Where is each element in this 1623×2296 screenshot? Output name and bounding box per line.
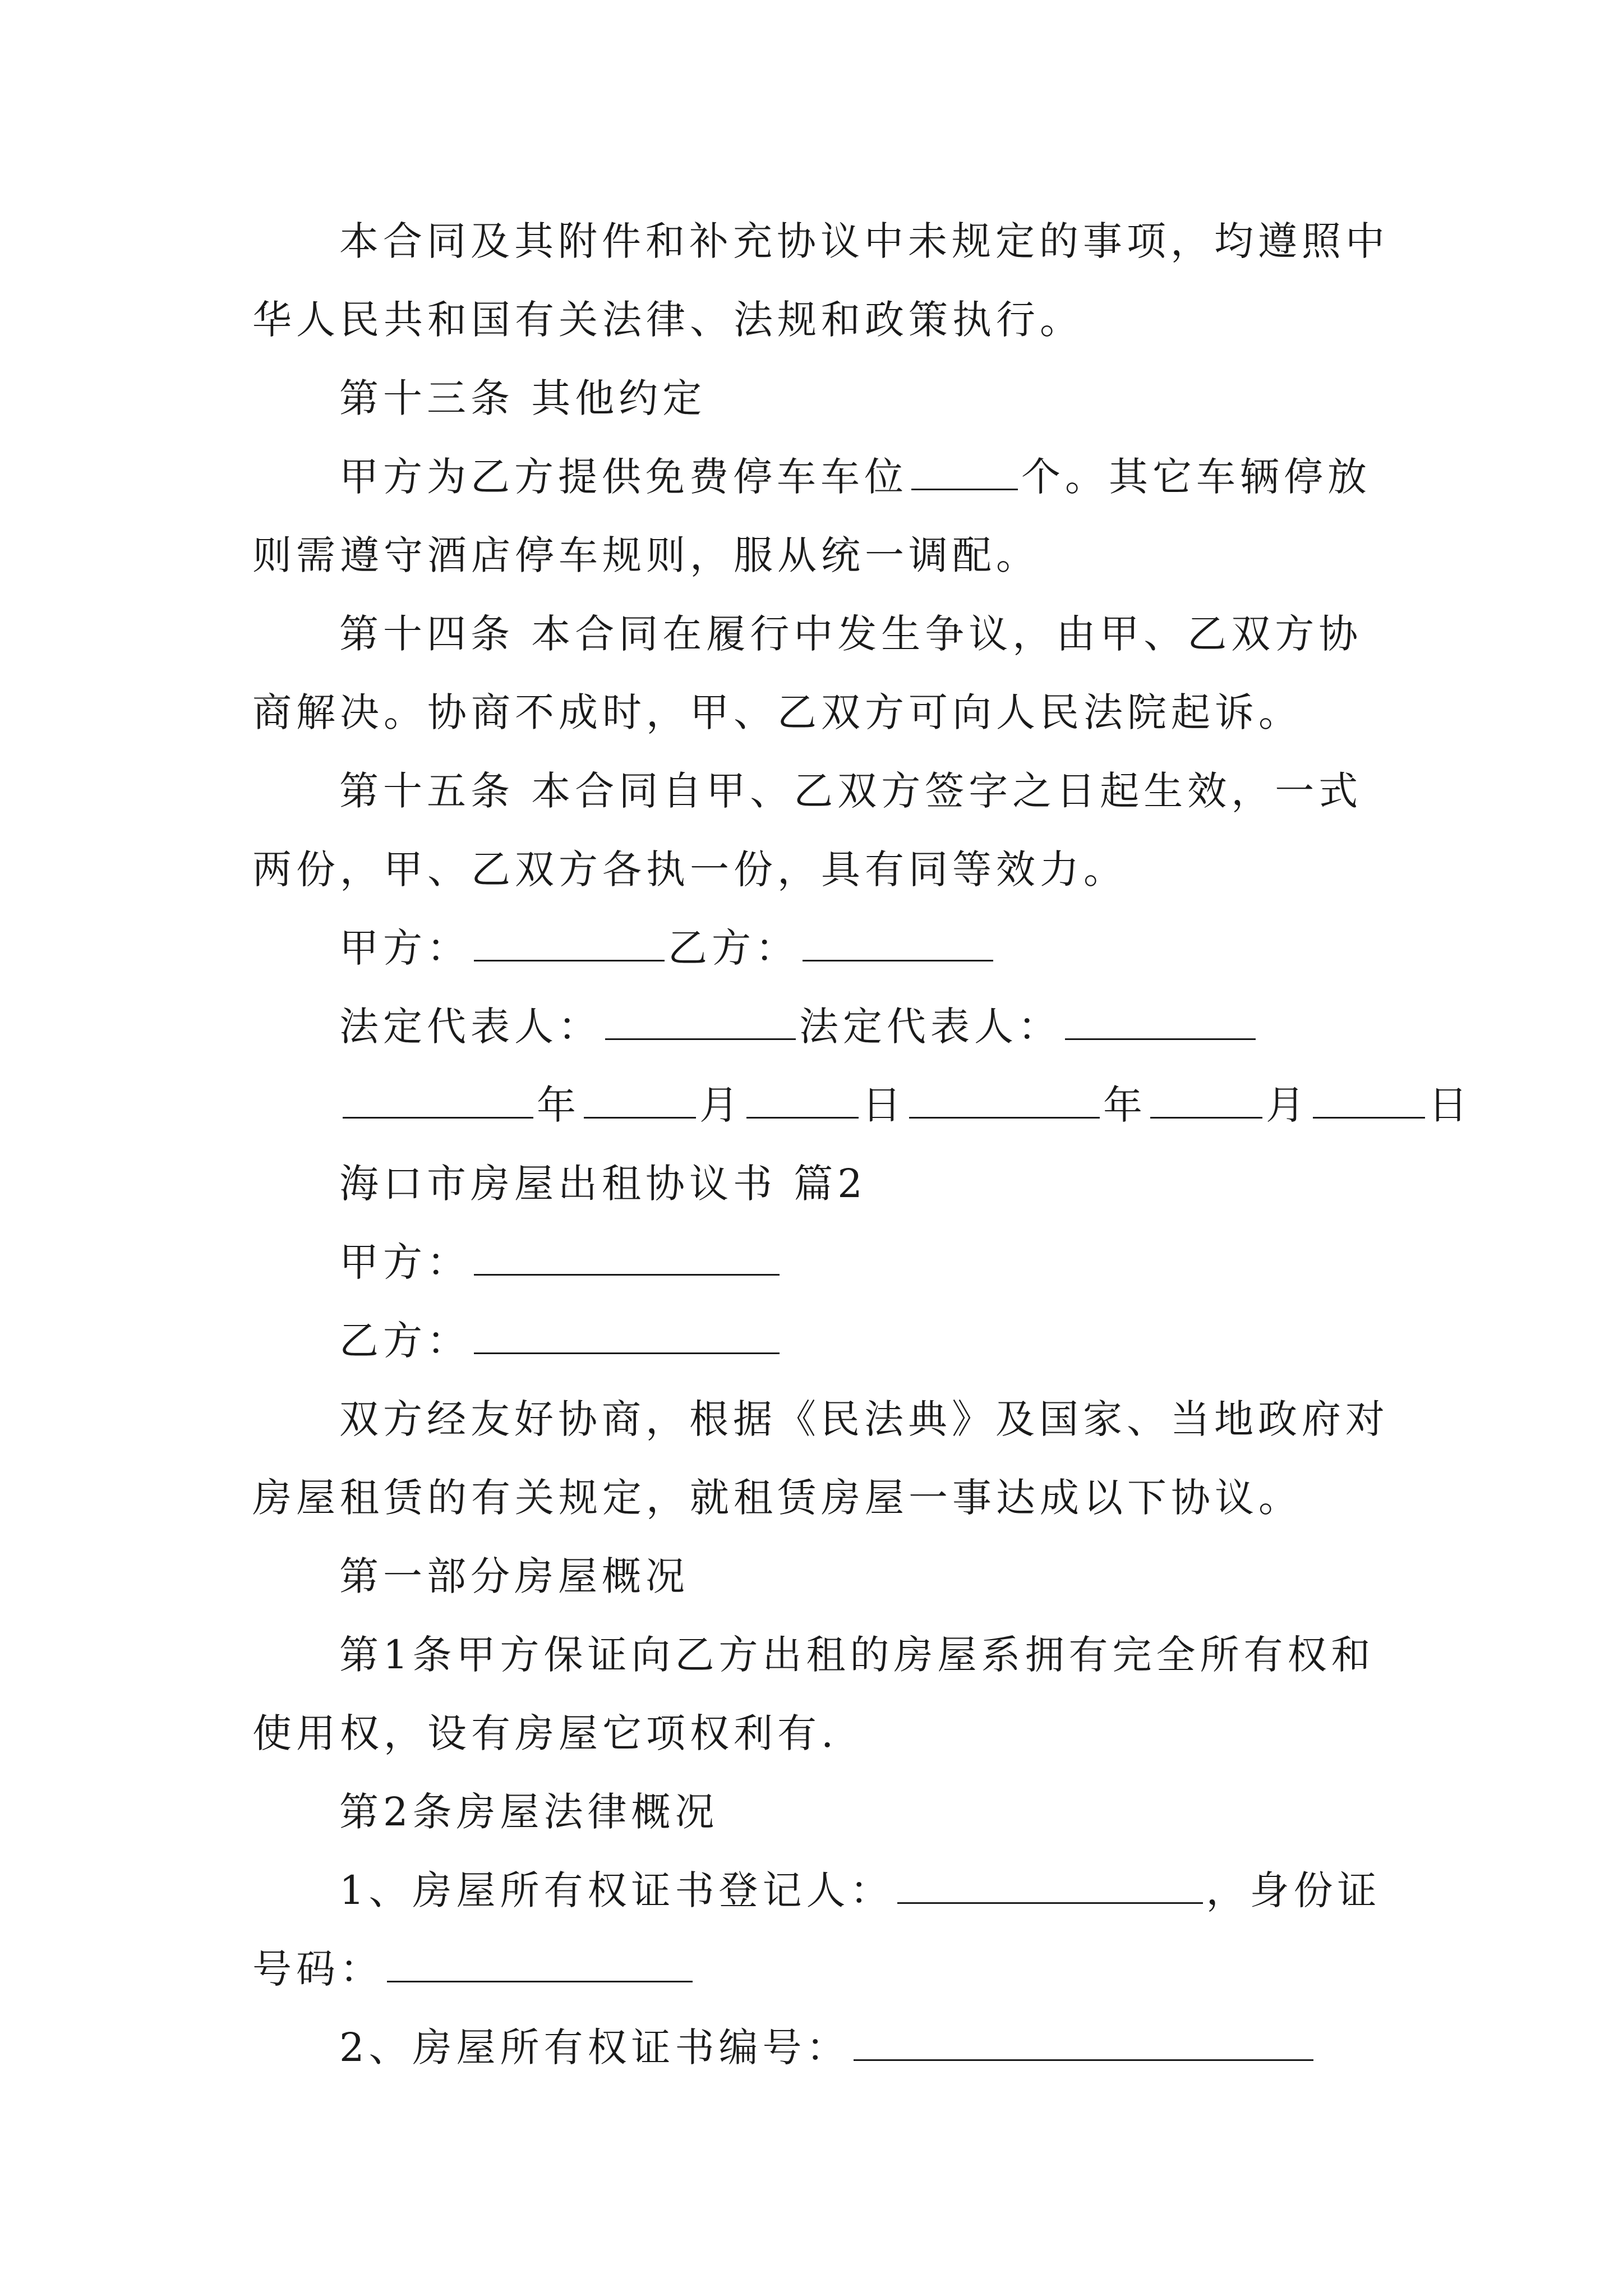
certificate-number-blank[interactable] bbox=[854, 2024, 1313, 2061]
year-b-blank[interactable] bbox=[909, 1082, 1100, 1119]
text: 第十四条 本合同在履行中发生争议，由甲、乙双方协 bbox=[339, 611, 1363, 657]
text: 个。其它车辆停放 bbox=[1021, 454, 1371, 500]
text: ，身份证 bbox=[1206, 1867, 1381, 1913]
rep-a-label: 法定代表人： bbox=[339, 1004, 602, 1050]
rep-b-label: 法定代表人： bbox=[799, 1004, 1062, 1050]
parking-count-blank[interactable] bbox=[911, 454, 1018, 490]
rep-a-blank[interactable] bbox=[605, 1004, 796, 1040]
text: 2、房屋所有权证书编号： bbox=[339, 2024, 850, 2070]
text: 海口市房屋出租协议书 篇2 bbox=[339, 1161, 867, 1207]
article-title bbox=[339, 1787, 1385, 1837]
article-13-title bbox=[339, 373, 1385, 424]
party-b-label: 乙方： bbox=[339, 1318, 471, 1364]
text: 1、房屋所有权证书登记人： bbox=[339, 1867, 894, 1913]
day-a-blank[interactable] bbox=[746, 1082, 859, 1119]
rep-b-blank[interactable] bbox=[1065, 1004, 1256, 1040]
section2-party-b-blank[interactable] bbox=[474, 1318, 780, 1354]
paragraph-line bbox=[339, 766, 1385, 816]
paragraph-line bbox=[339, 1394, 1389, 1444]
registrant-blank[interactable] bbox=[897, 1867, 1203, 1904]
section2-party-b bbox=[339, 1315, 1385, 1366]
text: 本合同及其附件和补充协议中未规定的事项，均遵照中 bbox=[339, 218, 1389, 264]
paragraph-line bbox=[252, 530, 1385, 581]
text: 甲方为乙方提供免费停车车位 bbox=[339, 454, 908, 500]
section-title bbox=[339, 1158, 1385, 1209]
id-number-blank[interactable] bbox=[387, 1946, 693, 1982]
signature-rep-line bbox=[339, 1001, 1385, 1052]
part-title bbox=[339, 1551, 1385, 1602]
section2-party-a bbox=[339, 1237, 1385, 1287]
month-a-blank[interactable] bbox=[584, 1082, 696, 1119]
paragraph-line bbox=[339, 1865, 1385, 1916]
signature-party-line bbox=[339, 923, 1385, 973]
paragraph-line bbox=[252, 687, 1385, 738]
text: 华人民共和国有关法律、法规和政策执行。 bbox=[252, 297, 1083, 343]
text: 两份，甲、乙双方各执一份，具有同等效力。 bbox=[252, 846, 1127, 892]
paragraph-line bbox=[252, 1473, 1385, 1523]
text: 房屋租赁的有关规定，就租赁房屋一事达成以下协议。 bbox=[252, 1475, 1302, 1521]
text: 第十五条 本合同自甲、乙双方签字之日起生效，一式 bbox=[339, 768, 1363, 814]
paragraph-line bbox=[252, 844, 1385, 895]
month-label: 月 bbox=[1266, 1082, 1310, 1128]
year-label: 年 bbox=[1103, 1082, 1147, 1128]
signature-date-line bbox=[339, 1080, 1472, 1130]
year-a-blank[interactable] bbox=[343, 1082, 533, 1119]
party-b-label: 乙方： bbox=[668, 925, 799, 971]
text: 则需遵守酒店停车规则，服从统一调配。 bbox=[252, 532, 1040, 578]
party-b-blank[interactable] bbox=[803, 925, 993, 961]
paragraph-line bbox=[339, 216, 1389, 266]
paragraph-line bbox=[252, 1708, 1385, 1759]
text: 商解决。协商不成时，甲、乙双方可向人民法院起诉。 bbox=[252, 689, 1302, 735]
paragraph-line bbox=[339, 609, 1385, 659]
text: 第2条房屋法律概况 bbox=[339, 1789, 719, 1835]
text: 使用权，设有房屋它项权利有. bbox=[252, 1710, 838, 1756]
paragraph-line bbox=[339, 2022, 1385, 2073]
day-label: 日 bbox=[1428, 1082, 1472, 1128]
party-a-label: 甲方： bbox=[339, 925, 471, 971]
year-label: 年 bbox=[537, 1082, 580, 1128]
text: 双方经友好协商，根据《民法典》及国家、当地政府对 bbox=[339, 1396, 1389, 1442]
paragraph-line bbox=[339, 1630, 1385, 1680]
paragraph-line bbox=[252, 1944, 1385, 1994]
month-b-blank[interactable] bbox=[1150, 1082, 1262, 1119]
party-a-blank[interactable] bbox=[474, 925, 665, 961]
text: 第1条甲方保证向乙方出租的房屋系拥有完全所有权和 bbox=[339, 1632, 1375, 1678]
party-a-label: 甲方： bbox=[339, 1239, 471, 1285]
text: 第一部分房屋概况 bbox=[339, 1553, 689, 1599]
paragraph-line bbox=[339, 452, 1385, 502]
text: 第十三条 其他约定 bbox=[339, 375, 707, 421]
paragraph-line bbox=[252, 295, 1385, 345]
day-label: 日 bbox=[862, 1082, 906, 1128]
month-label: 月 bbox=[699, 1082, 743, 1128]
text: 号码： bbox=[252, 1946, 384, 1992]
day-b-blank[interactable] bbox=[1313, 1082, 1425, 1119]
section2-party-a-blank[interactable] bbox=[474, 1239, 780, 1276]
